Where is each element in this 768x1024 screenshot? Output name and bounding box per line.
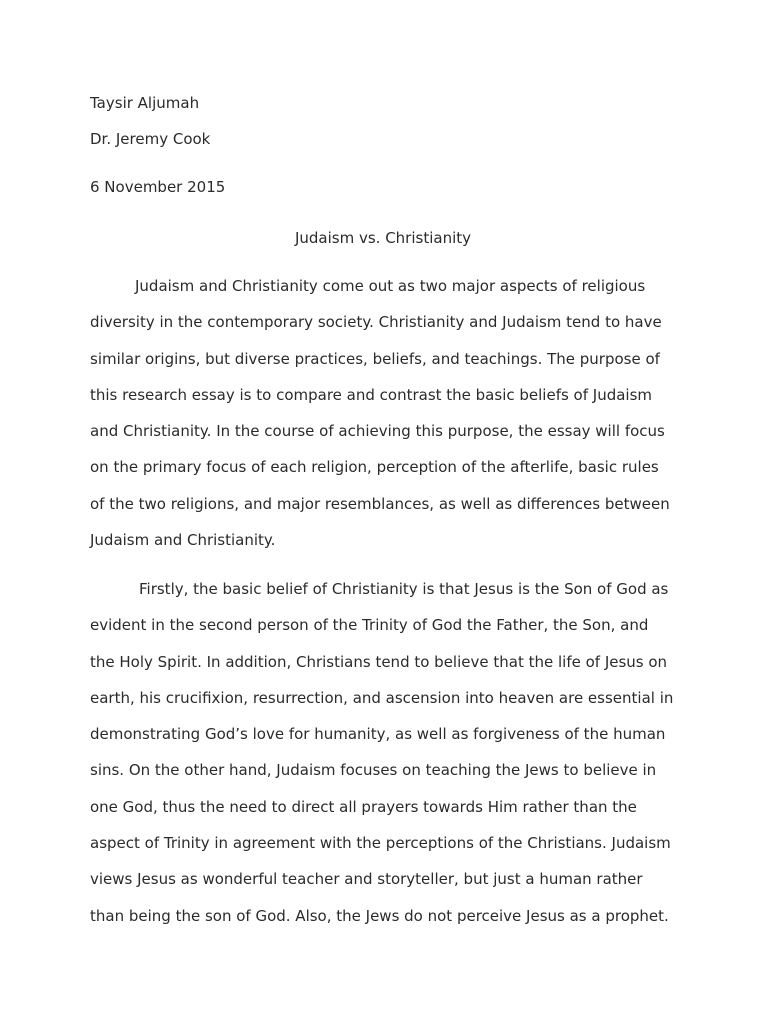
body-paragraph-1 [90, 268, 680, 558]
paragraph-line: and Christianity. In the course of achieving this purpose, the essay will focus [90, 422, 665, 441]
paragraph-line: evident in the second person of the Trinity of God the Father, the Son, and [90, 616, 649, 635]
paragraph-line: on the primary focus of each religion, perception of the afterlife, basic rules [90, 458, 659, 477]
essay-title: Judaism vs. Christianity [294, 229, 472, 247]
body-paragraph-2 [90, 571, 680, 934]
paragraph-line: Firstly, the basic belief of Christianity is that Jesus is the Son of God as [139, 580, 669, 598]
paragraph-line: diversity in the contemporary society. Christianity and Judaism tend to have [90, 313, 662, 332]
paragraph-line: than being the son of God. Also, the Jews do not perceive Jesus as a prophet. [90, 906, 669, 925]
paragraph-line: aspect of Trinity in agreement with the perceptions of the Christians. Judaism [90, 834, 671, 853]
paragraph-line: of the two religions, and major resemblances, as well as differences between [90, 494, 670, 513]
essay-date: 6 November 2015 [90, 178, 226, 196]
paragraph-line: one God, thus the need to direct all prayers towards Him rather than the [90, 797, 637, 816]
paragraph-line: earth, his crucifixion, resurrection, and ascension into heaven are essential in [90, 688, 674, 707]
paragraph-line: this research essay is to compare and contrast the basic beliefs of Judaism [90, 385, 653, 404]
paragraph-line: demonstrating God’s love for humanity, as well as forgiveness of the human [90, 725, 666, 744]
paragraph-line: the Holy Spirit. In addition, Christians tend to believe that the life of Jesus on [90, 652, 668, 671]
paragraph-line: Judaism and Christianity come out as two major aspects of religious [135, 277, 646, 295]
author-name: Taysir Aljumah [90, 94, 200, 112]
paragraph-line: Judaism and Christianity. [90, 531, 276, 550]
paragraph-line: views Jesus as wonderful teacher and storyteller, but just a human rather [90, 870, 643, 889]
paragraph-line: sins. On the other hand, Judaism focuses on teaching the Jews to believe in [90, 761, 657, 780]
instructor-name: Dr. Jeremy Cook [90, 130, 211, 148]
paragraph-line: similar origins, but diverse practices, beliefs, and teachings. The purpose of [90, 349, 660, 368]
